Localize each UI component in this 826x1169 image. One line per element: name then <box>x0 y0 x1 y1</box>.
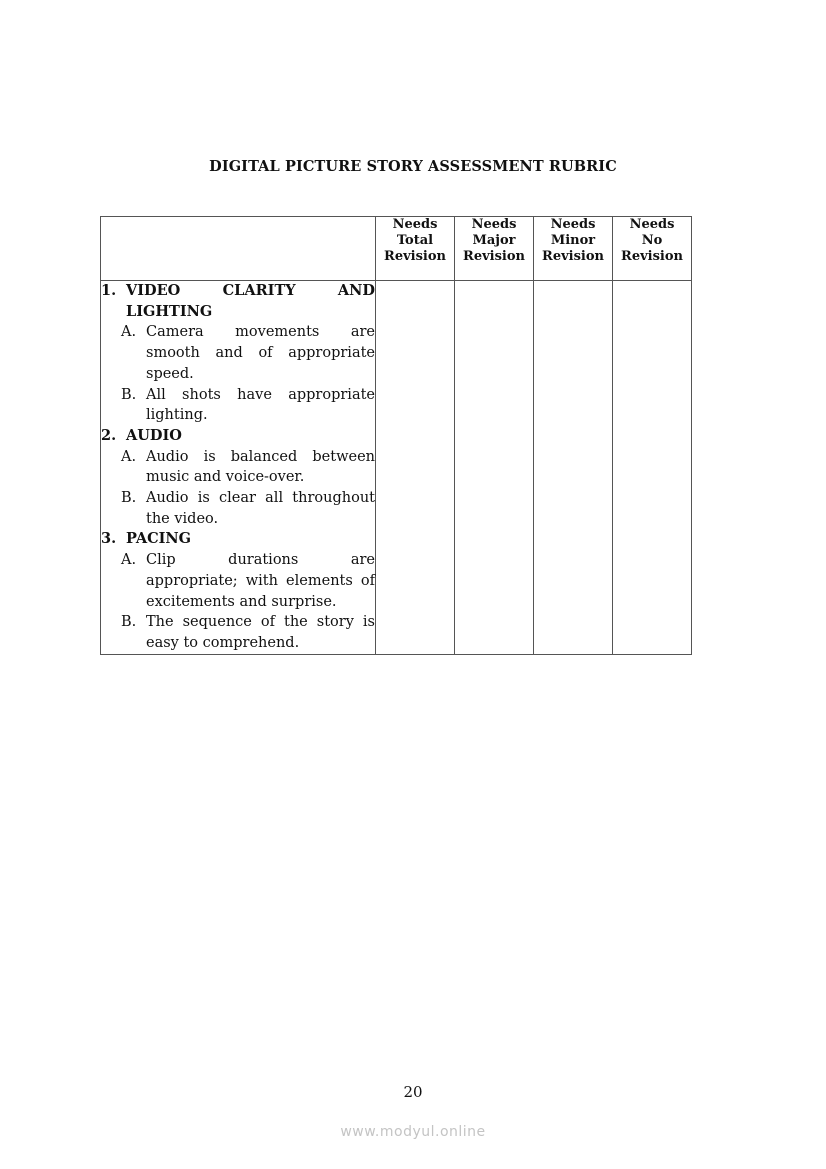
criterion-item <box>101 612 375 653</box>
header-line: Needs <box>392 217 438 232</box>
criterion-text: Clip durations are appropriate; with elements of excitements and surprise. <box>146 552 375 610</box>
header-line: Minor <box>550 233 596 248</box>
header-line: Revision <box>542 249 604 264</box>
criterion-letter: B. <box>121 386 137 403</box>
header-line: No <box>641 233 663 248</box>
rubric-body-row <box>101 281 692 655</box>
header-blank-cell <box>101 217 376 281</box>
rating-cell-total-revision[interactable] <box>376 281 455 655</box>
section-number: 2. <box>101 426 117 444</box>
rubric-header-row <box>101 217 692 281</box>
header-line: Needs <box>471 217 517 232</box>
rating-cell-no-revision[interactable] <box>613 281 692 655</box>
watermark: www.modyul.online <box>340 1124 486 1140</box>
page-number: 20 <box>403 1083 423 1101</box>
section-number: 1. <box>101 282 117 299</box>
criteria-cell <box>101 281 376 655</box>
rating-cell-major-revision[interactable] <box>455 281 534 655</box>
criterion-text: The sequence of the story is easy to comprehend. <box>146 614 375 651</box>
section-heading <box>101 426 375 447</box>
criterion-letter: B. <box>121 490 137 507</box>
header-needs-major-revision <box>455 217 534 281</box>
header-line: Total <box>396 233 434 248</box>
header-line: Needs <box>629 217 675 232</box>
header-line: Needs <box>550 217 596 232</box>
header-line: Revision <box>463 249 525 264</box>
criterion-text: Audio is clear all throughout the video. <box>146 490 375 527</box>
header-needs-minor-revision <box>534 217 613 281</box>
criterion-text: Camera movements are smooth and of appropriate speed. <box>146 324 375 382</box>
criterion-letter: A. <box>121 324 137 341</box>
header-line: Revision <box>621 249 683 264</box>
header-needs-no-revision <box>613 217 692 281</box>
rubric-table <box>100 216 692 655</box>
header-needs-total-revision <box>376 217 455 281</box>
section-title: PACING <box>126 530 192 548</box>
criterion-item <box>101 385 375 426</box>
criterion-letter: B. <box>121 614 137 631</box>
section-title: VIDEO CLARITY AND LIGHTING <box>126 282 375 320</box>
criterion-item <box>101 488 375 529</box>
section-heading <box>101 529 375 550</box>
criterion-text: All shots have appropriate lighting. <box>146 386 375 424</box>
criterion-item <box>101 447 375 488</box>
criterion-letter: A. <box>121 552 137 569</box>
criterion-item <box>101 550 375 612</box>
section-heading <box>101 281 375 322</box>
criterion-item <box>101 322 375 384</box>
header-line: Major <box>472 233 516 248</box>
criterion-text: Audio is balanced between music and voice-over. <box>146 448 375 486</box>
rating-cell-minor-revision[interactable] <box>534 281 613 655</box>
header-line: Revision <box>384 249 446 264</box>
document-title: DIGITAL PICTURE STORY ASSESSMENT RUBRIC <box>209 158 617 175</box>
section-number: 3. <box>101 530 117 548</box>
criterion-letter: A. <box>121 448 137 465</box>
section-title: AUDIO <box>126 426 182 444</box>
